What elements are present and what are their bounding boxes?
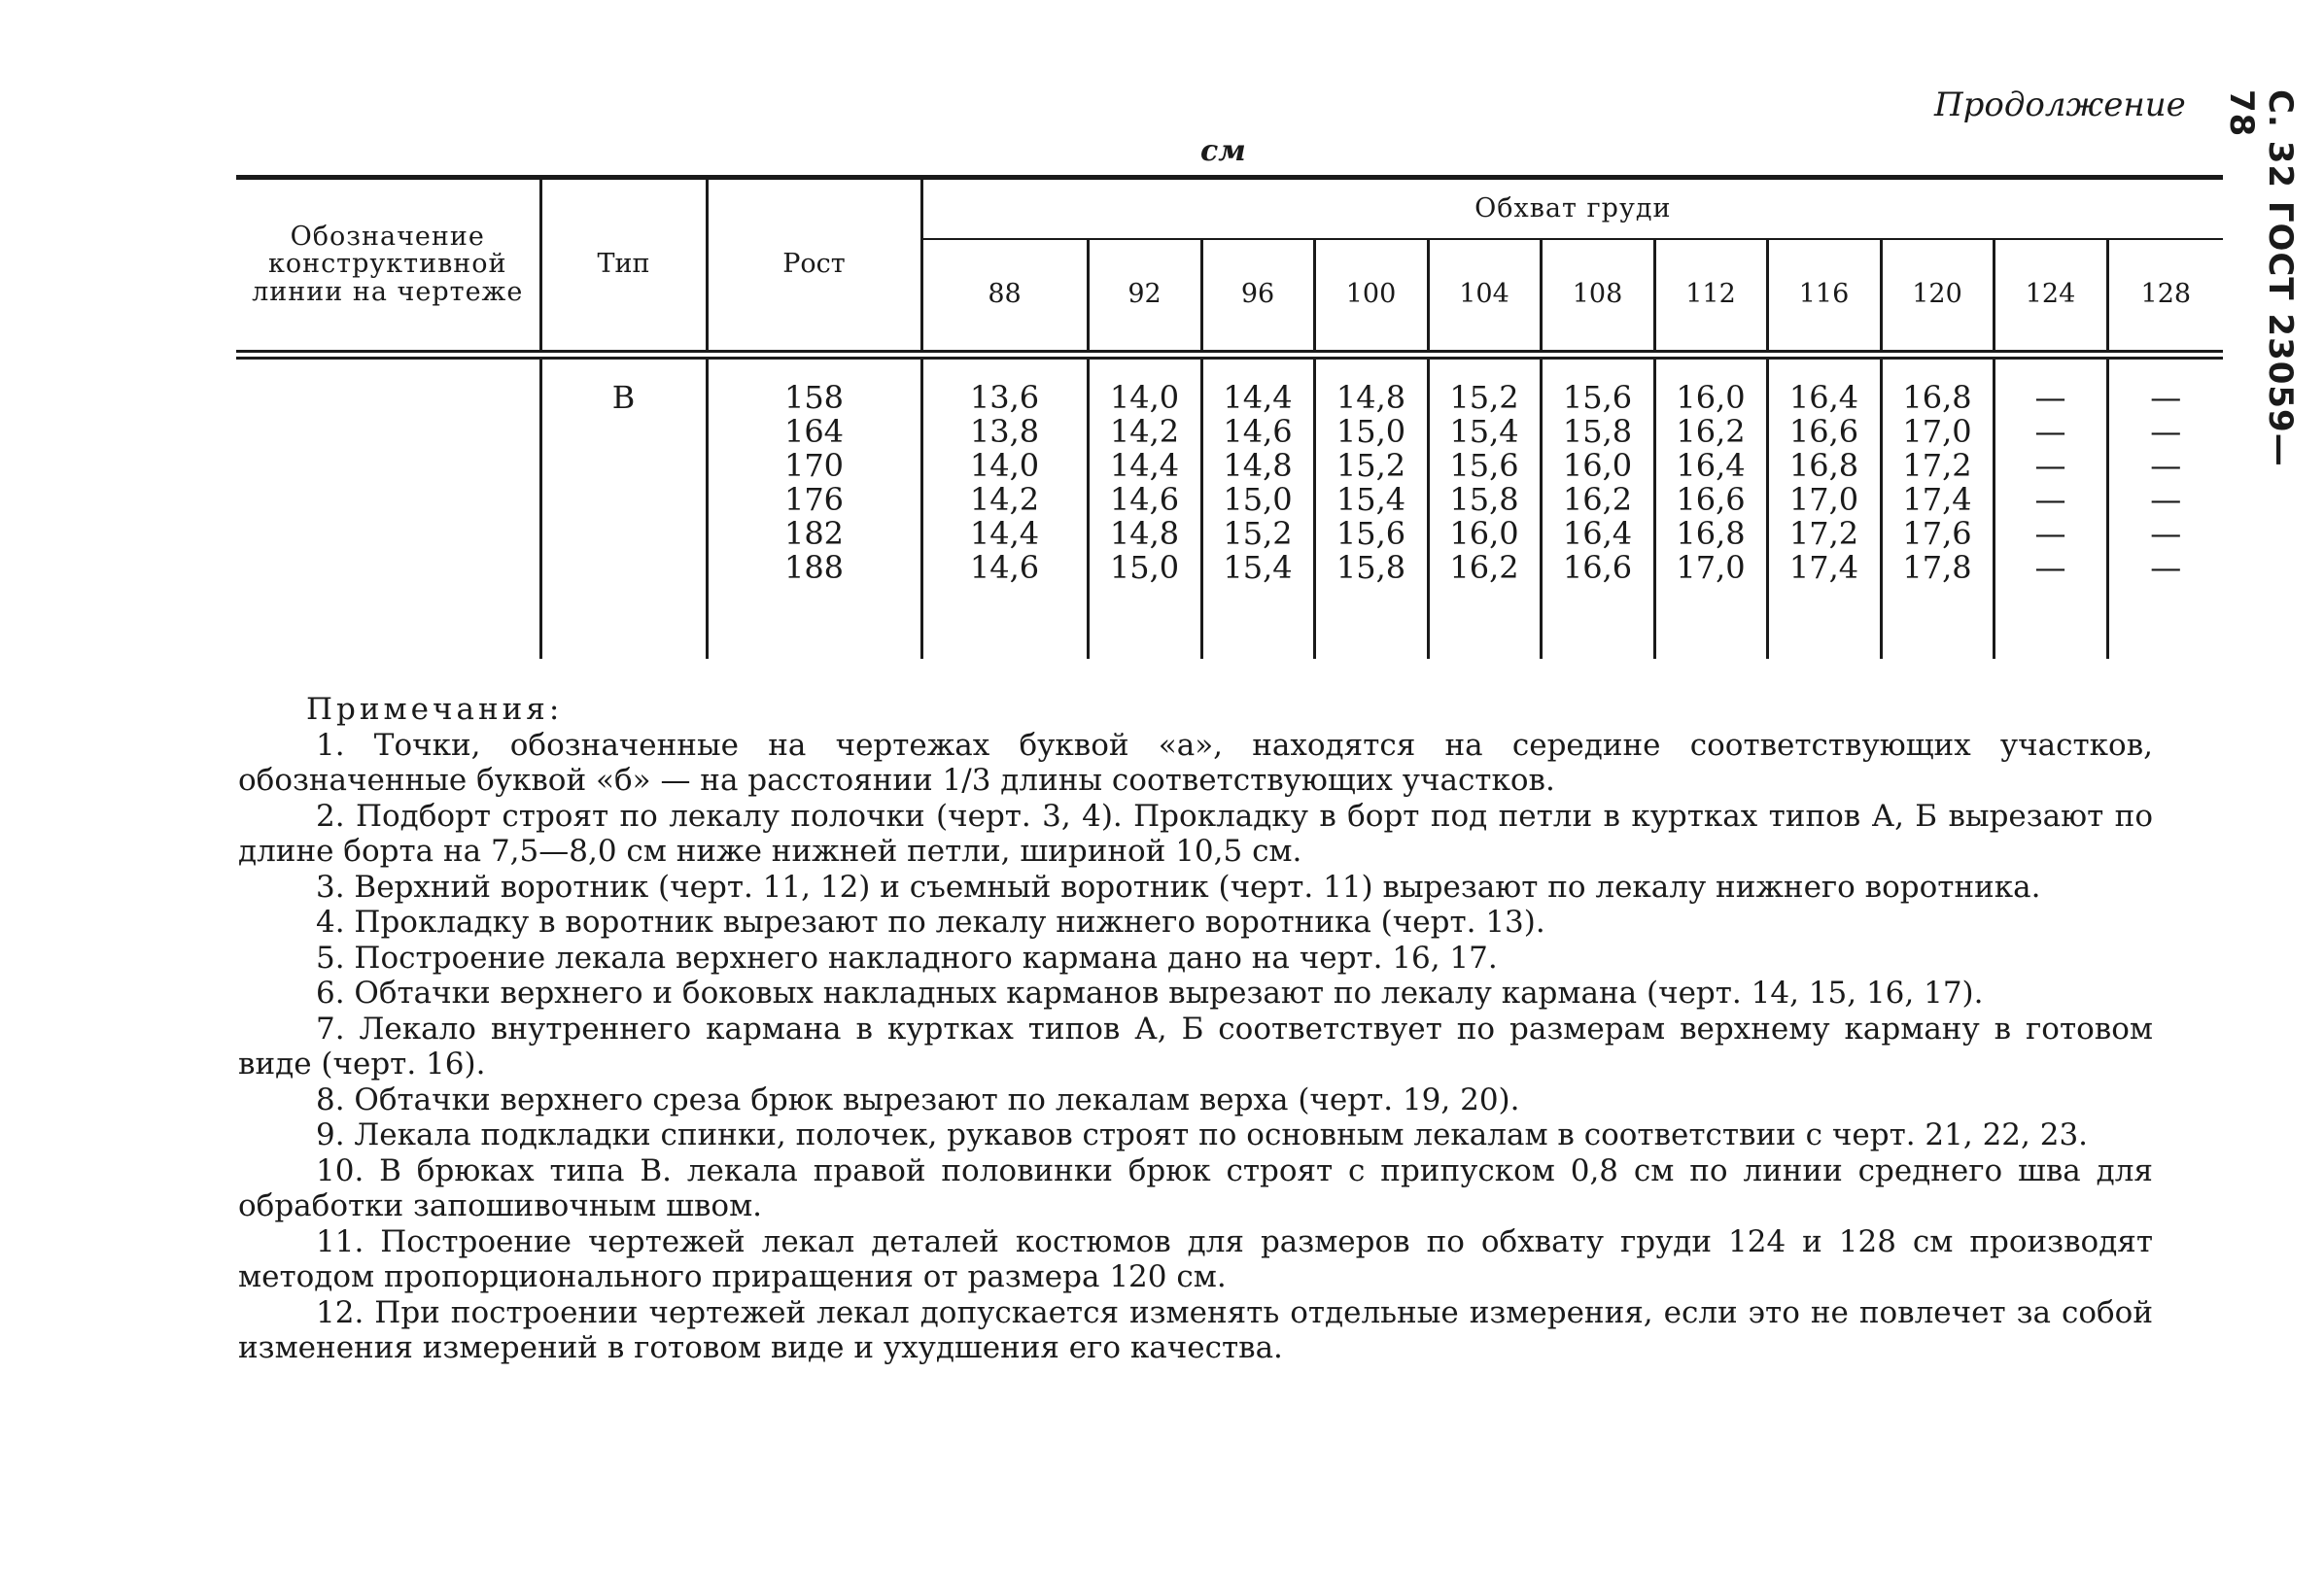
designation-cell xyxy=(236,359,540,660)
notes-title: Примечания: xyxy=(306,692,564,727)
chest-size-header: 120 xyxy=(1881,239,1994,352)
chest-size-header: 112 xyxy=(1654,239,1767,352)
chest-size-header: 92 xyxy=(1088,239,1201,352)
note-item: 2. Подборт строят по лекалу полочки (черт. 3, 4). Прокладку в борт под петли в куртках типов А, Б вырезают по длине борта на 7,5—8,0 см ниже нижней петли, шириной 10,5 см. xyxy=(238,798,2153,869)
note-item: 12. При построении чертежей лекал допускается изменять отдельные измерения, если это не повлечет за собой изменения измерений в готовом виде и ухудшения его качества. xyxy=(238,1294,2153,1365)
height-cell: 158 164 170 176 182 188 xyxy=(707,359,921,660)
continuation-label: Продолжение xyxy=(1934,86,2186,124)
type-cell: В xyxy=(540,359,707,660)
table-row xyxy=(236,359,2223,660)
note-item: 3. Верхний воротник (черт. 11, 12) и съемный воротник (черт. 11) вырезают по лекалу нижнего воротника. xyxy=(316,869,2041,905)
note-item: 1. Точки, обозначенные на чертежах буквой «а», находятся на середине соответствующих участков, обозначенные буквой «б» — на расстоянии 1/3 длины соответствующих участков. xyxy=(238,727,2153,798)
header-double-rule xyxy=(236,352,2223,359)
value-cell: 14,0 14,2 14,4 14,6 14,8 15,0 xyxy=(1088,359,1201,660)
type-header: Тип xyxy=(540,178,707,352)
chest-size-header: 128 xyxy=(2107,239,2223,352)
value-cell: 16,8 17,0 17,2 17,4 17,6 17,8 xyxy=(1881,359,1994,660)
note-item: 4. Прокладку в воротник вырезают по лекалу нижнего воротника (черт. 13). xyxy=(316,905,1545,940)
value-cell: 15,6 15,8 16,0 16,2 16,4 16,6 xyxy=(1541,359,1654,660)
notes-section xyxy=(238,692,2153,1366)
value-cell: 15,2 15,4 15,6 15,8 16,0 16,2 xyxy=(1428,359,1541,660)
note-item: 7. Лекало внутреннего кармана в куртках типов А, Б соответствует по размерам верхнему карману в готовом виде (черт. 16). xyxy=(238,1011,2153,1082)
value-cell: 16,4 16,6 16,8 17,0 17,2 17,4 xyxy=(1767,359,1881,660)
note-item: 5. Построение лекала верхнего накладного кармана дано на черт. 16, 17. xyxy=(316,940,1498,976)
chest-girth-header: Обхват груди xyxy=(921,178,2223,240)
note-item: 10. В брюках типа В. лекала правой половинки брюк строят с припуском 0,8 см по линии среднего шва для обработки запошивочным швом. xyxy=(238,1152,2153,1223)
designation-header: Обозначение конструктивной линии на чертеже xyxy=(252,221,524,307)
chest-size-header: 104 xyxy=(1428,239,1541,352)
document-page-label: С. 32 ГОСТ 23059—78 xyxy=(2222,89,2300,467)
value-cell: — — — — — — xyxy=(2107,359,2223,660)
value-cell: 14,4 14,6 14,8 15,0 15,2 15,4 xyxy=(1201,359,1314,660)
note-item: 8. Обтачки верхнего среза брюк вырезают по лекалам верха (черт. 19, 20). xyxy=(316,1082,1520,1117)
value-cell: 13,6 13,8 14,0 14,2 14,4 14,6 xyxy=(921,359,1088,660)
measurements-table xyxy=(236,175,2192,659)
chest-size-header: 88 xyxy=(921,239,1088,352)
note-item: 11. Построение чертежей лекал деталей костюмов для размеров по обхвату груди 124 и 128 см производят методом пропорционального приращения от размера 120 см. xyxy=(238,1223,2153,1294)
chest-size-header: 124 xyxy=(1994,239,2107,352)
chest-size-header: 108 xyxy=(1541,239,1654,352)
chest-size-header: 100 xyxy=(1314,239,1428,352)
note-item: 6. Обтачки верхнего и боковых накладных карманов вырезают по лекалу кармана (черт. 14, 15, 16, 17). xyxy=(316,976,1984,1011)
value-cell: — — — — — — xyxy=(1994,359,2107,660)
value-cell: 14,8 15,0 15,2 15,4 15,6 15,8 xyxy=(1314,359,1428,660)
note-item: 9. Лекала подкладки спинки, полочек, рукавов строят по основным лекалам в соответствии с черт. 21, 22, 23. xyxy=(316,1117,2089,1152)
chest-size-header: 96 xyxy=(1201,239,1314,352)
unit-label: см xyxy=(1200,134,1246,168)
chest-size-header: 116 xyxy=(1767,239,1881,352)
height-header: Рост xyxy=(707,178,921,352)
value-cell: 16,0 16,2 16,4 16,6 16,8 17,0 xyxy=(1654,359,1767,660)
